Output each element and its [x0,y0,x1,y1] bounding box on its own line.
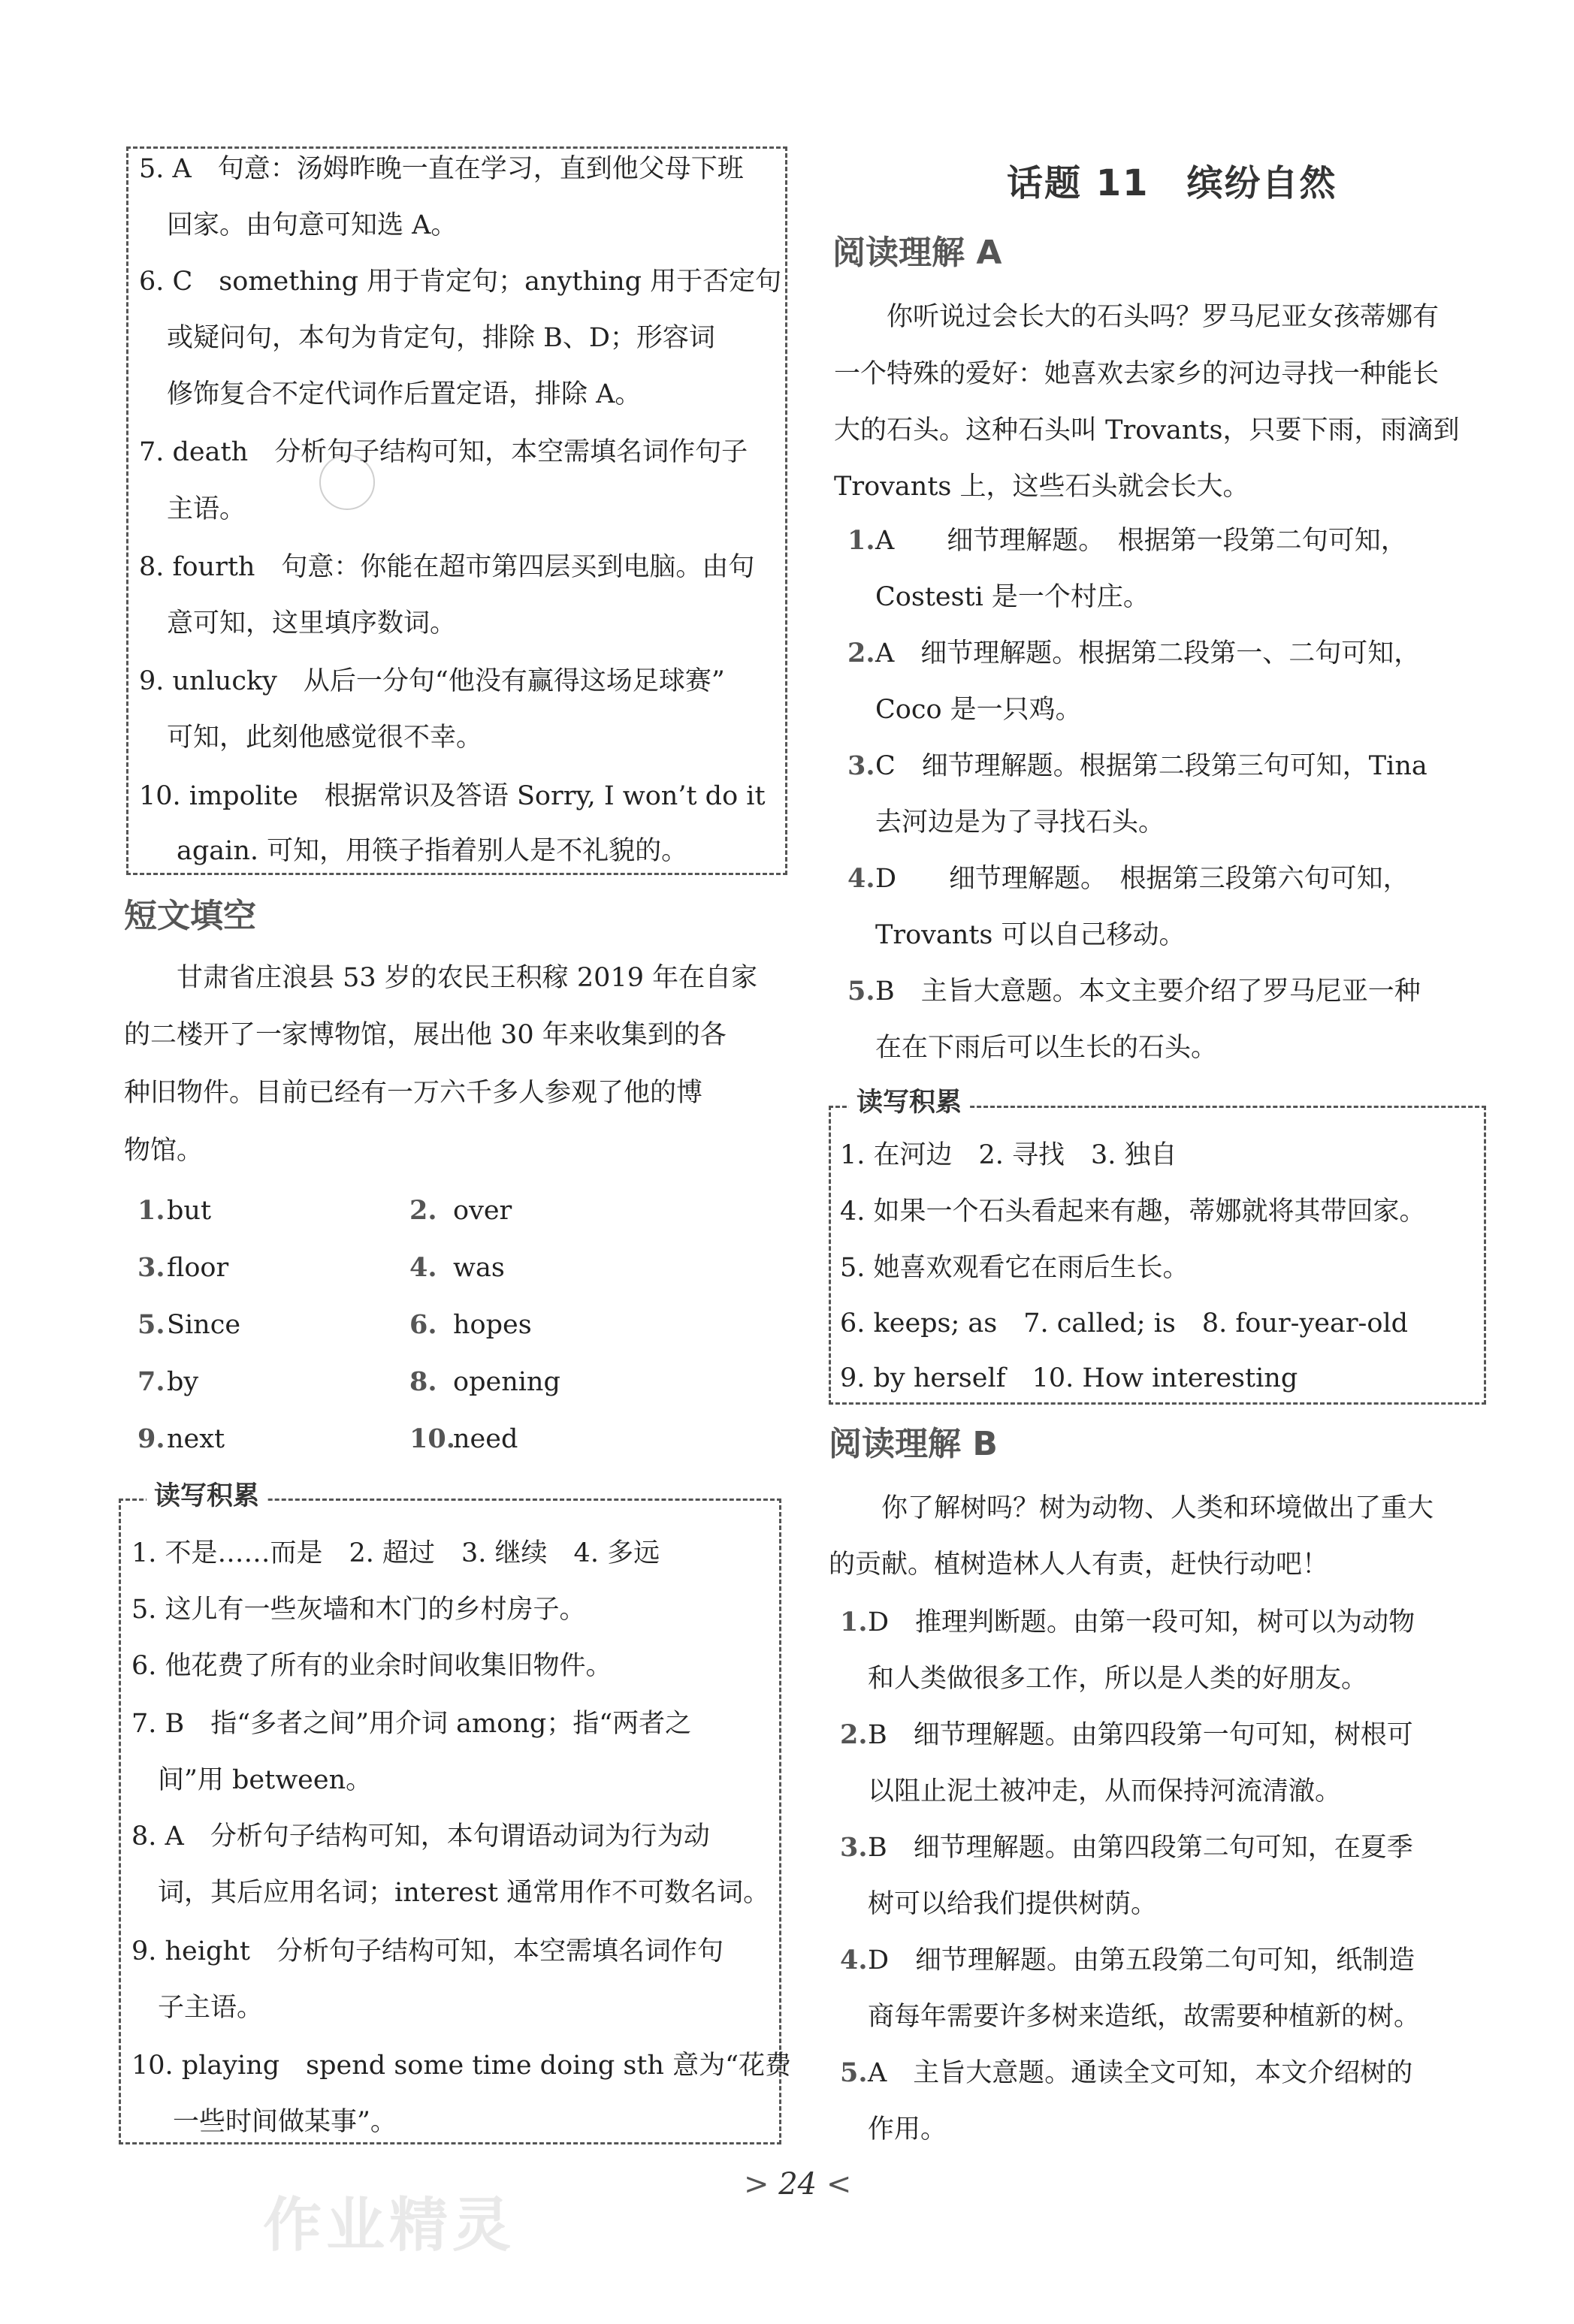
passage-line: 甘肃省庄浪县 53 岁的农民王积稼 2019 年在自家 [124,963,758,993]
answer-text: 和人类做很多工作，所以是人类的好朋友。 [868,1664,1368,1694]
answer-text: 树可以给我们提供树荫。 [868,1889,1158,1919]
answer-text: over [453,1196,512,1226]
passage-line: 的贡献。植树造林人人有责，赶快行动吧！ [829,1550,1329,1580]
box2-line: 间”用 between。 [158,1765,373,1795]
section-title-cloze: 短文填空 [124,897,256,935]
answer-number: 2. [840,1719,868,1750]
passage-line: 你了解树吗？树为动物、人类和环境做出了重大 [829,1493,1434,1523]
answer-number: 7. [137,1366,165,1397]
answer-number: 1. [840,1607,868,1637]
answer-number: 8. [409,1366,437,1397]
box1-line: 或疑问句，本句为肯定句，排除 B、D；形容词 [167,323,715,353]
box2-line: 1. 不是……而是 2. 超过 3. 继续 4. 多远 [131,1538,660,1568]
page-number-value: 24 [778,2167,817,2202]
box2-line: 9. height 分析句子结构可知，本空需填名词作句 [131,1936,724,1966]
box1-line: 主语。 [167,494,246,524]
box1-line: 回家。由句意可知选 A。 [167,210,458,240]
box3-line: 1. 在河边 2. 寻找 3. 独自 [840,1140,1177,1170]
box3-line: 9. by herself 10. How interesting [840,1363,1298,1393]
answer-text: 去河边是为了寻找石头。 [875,807,1165,838]
answer-text: A 主旨大意题。通读全文可知，本文介绍树的 [868,2058,1413,2088]
answer-number: 5. [840,2057,868,2088]
box1-line: 6. C something 用于肯定句；anything 用于否定句 [139,267,782,297]
answer-number: 1. [137,1195,165,1226]
answer-number: 4. [847,863,875,894]
box-label-reading-writing: 读写积累 [849,1088,969,1118]
box2-line: 词，其后应用名词；interest 通常用作不可数名词。 [158,1878,770,1908]
topic-title: 话题 11 缤纷自然 [1007,162,1337,204]
answer-text: Costesti 是一个村庄。 [875,582,1150,612]
answer-text: opening [453,1367,560,1397]
passage-line: 大的石头。这种石头叫 Trovants，只要下雨，雨滴到 [834,415,1460,445]
box1-line: 5. A 句意：汤姆昨晚一直在学习，直到他父母下班 [139,154,744,184]
answer-number: 6. [409,1309,437,1340]
box1-line: 可知，此刻他感觉很不幸。 [167,723,483,753]
answer-text: D 推理判断题。由第一段可知，树可以为动物 [868,1607,1415,1637]
answer-text: hopes [453,1310,532,1340]
passage-line: 物馆。 [124,1136,204,1166]
passage-line: 种旧物件。目前已经有一万六千多人参观了他的博 [124,1078,703,1108]
answer-number: 3. [137,1252,165,1283]
box1-line: 意可知，这里填序数词。 [167,608,457,638]
answer-text: by [167,1367,199,1397]
section-title-reading-b: 阅读理解 B [829,1425,998,1463]
box2-line: 5. 这儿有一些灰墙和木门的乡村房子。 [131,1595,586,1625]
box2-line: 10. playing spend some time doing sth 意为“花费 [131,2051,791,2081]
answer-text: 商每年需要许多树来造纸，故需要种植新的树。 [868,2002,1421,2032]
box2-line: 子主语。 [158,1993,264,2023]
answer-text: A 细节理解题。根据第二段第一、二句可知， [875,638,1421,669]
answer-text: 作用。 [868,2114,947,2144]
answer-number: 4. [409,1252,437,1283]
box1-line: 修饰复合不定代词作后置定语，排除 A。 [167,379,642,409]
answer-number: 9. [137,1423,165,1454]
passage-line: Trovants 上，这些石头就会长大。 [834,472,1249,502]
answer-text: B 主旨大意题。本文主要介绍了罗马尼亚一种 [875,976,1421,1007]
answer-text: floor [167,1253,229,1283]
answer-text: C 细节理解题。根据第二段第三句可知，Tina [875,751,1427,781]
watermark: 作业精灵 [263,2192,516,2259]
answer-number: 5. [847,976,875,1007]
passage-line: 一个特殊的爱好：她喜欢去家乡的河边寻找一种能长 [834,359,1440,389]
section-title-reading-a: 阅读理解 A [832,234,1002,272]
answer-number: 4. [840,1945,868,1975]
passage-line: 你听说过会长大的石头吗？罗马尼亚女孩蒂娜有 [834,302,1440,332]
answer-number: 5. [137,1309,165,1340]
answer-number: 10. [409,1423,455,1454]
page-number: > 24 < [744,2167,852,2202]
passage-line: 的二楼开了一家博物馆，展出他 30 年来收集到的各 [124,1020,727,1050]
answer-text: Since [167,1310,241,1340]
box1-line: again. 可知，用筷子指着别人是不礼貌的。 [177,836,688,866]
box1-line: 7. death 分析句子结构可知，本空需填名词作句子 [139,437,748,467]
answer-text: next [167,1424,225,1454]
answer-number: 3. [847,750,875,781]
box3-line: 6. keeps; as 7. called; is 8. four-year-old [840,1308,1409,1339]
answer-number: 2. [409,1195,437,1226]
answer-text: Trovants 可以自己移动。 [875,920,1186,950]
answer-number: 1. [847,525,875,556]
answer-text: B 细节理解题。由第四段第二句可知，在夏季 [868,1833,1413,1863]
answer-number: 2. [847,638,875,669]
box1-line: 9. unlucky 从后一分句“他没有赢得这场足球赛” [139,666,725,696]
answer-text: need [453,1424,518,1454]
answer-text: but [167,1196,212,1226]
answer-text: B 细节理解题。由第四段第一句可知，树根可 [868,1720,1413,1750]
answer-text: 在在下雨后可以生长的石头。 [875,1033,1218,1063]
box3-line: 5. 她喜欢观看它在雨后生长。 [840,1253,1189,1283]
answer-text: Coco 是一只鸡。 [875,695,1082,725]
box1-line: 8. fourth 句意：你能在超市第四层买到电脑。由句 [139,552,755,582]
answer-text: 以阻止泥土被冲走，从而保持河流清澈。 [868,1776,1342,1806]
answer-text: D 细节理解题。 根据第三段第六句可知， [875,864,1409,894]
box3-line: 4. 如果一个石头看起来有趣，蒂娜就将其带回家。 [840,1197,1426,1227]
box-label-reading-writing: 读写积累 [147,1481,267,1511]
box1-line: 10. impolite 根据常识及答语 Sorry, I won’t do it [139,781,766,811]
answer-text: D 细节理解题。由第五段第二句可知，纸制造 [868,1945,1415,1975]
answer-text: A 细节理解题。 根据第一段第二句可知， [875,526,1407,556]
answer-text: was [453,1253,505,1283]
answer-number: 3. [840,1832,868,1863]
box2-line: 一些时间做某事”。 [173,2107,397,2137]
box2-line: 6. 他花费了所有的业余时间收集旧物件。 [131,1651,612,1681]
box2-line: 7. B 指“多者之间”用介词 among；指“两者之 [131,1709,692,1739]
box2-line: 8. A 分析句子结构可知，本句谓语动词为行为动 [131,1821,710,1852]
